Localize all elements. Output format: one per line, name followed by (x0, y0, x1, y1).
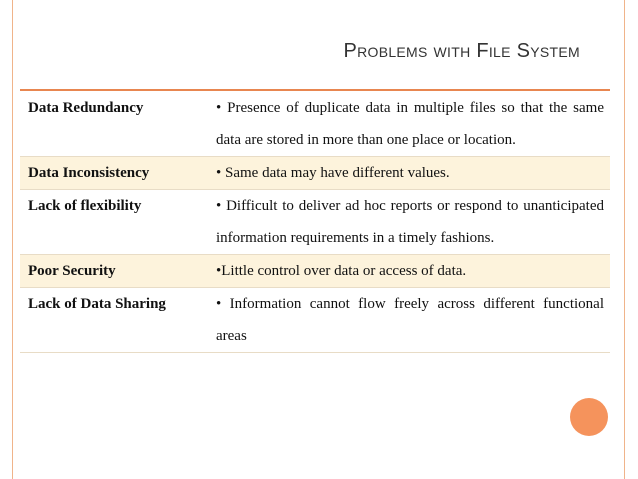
slide-right-border (624, 0, 625, 479)
table-row (20, 157, 610, 190)
row-term: Data Inconsistency (28, 165, 150, 181)
row-definition: • Same data may have different values. (216, 165, 450, 181)
row-definition: • Presence of duplicate data in multiple files so that the same data are stored in more than one place or location. (216, 100, 604, 148)
row-definition: •Little control over data or access of data. (216, 263, 467, 279)
problems-table (20, 92, 610, 353)
title-underline (20, 89, 610, 91)
table-row (20, 288, 610, 353)
table-row (20, 190, 610, 255)
row-term: Data Redundancy (28, 100, 144, 116)
slide-title (230, 40, 580, 63)
row-definition: • Difficult to deliver ad hoc reports or respond to unanticipated information requirements in a timely fashions. (216, 198, 604, 246)
row-term: Poor Security (28, 263, 116, 279)
slide-left-border (12, 0, 13, 479)
table-row (20, 92, 610, 157)
row-term: Lack of flexibility (28, 198, 142, 214)
decorative-circle (570, 398, 608, 436)
slide-title-text: Problems with File System (343, 40, 580, 62)
table-row (20, 255, 610, 288)
row-definition: • Information cannot flow freely across different functional areas (216, 296, 604, 344)
row-term: Lack of Data Sharing (28, 296, 166, 312)
